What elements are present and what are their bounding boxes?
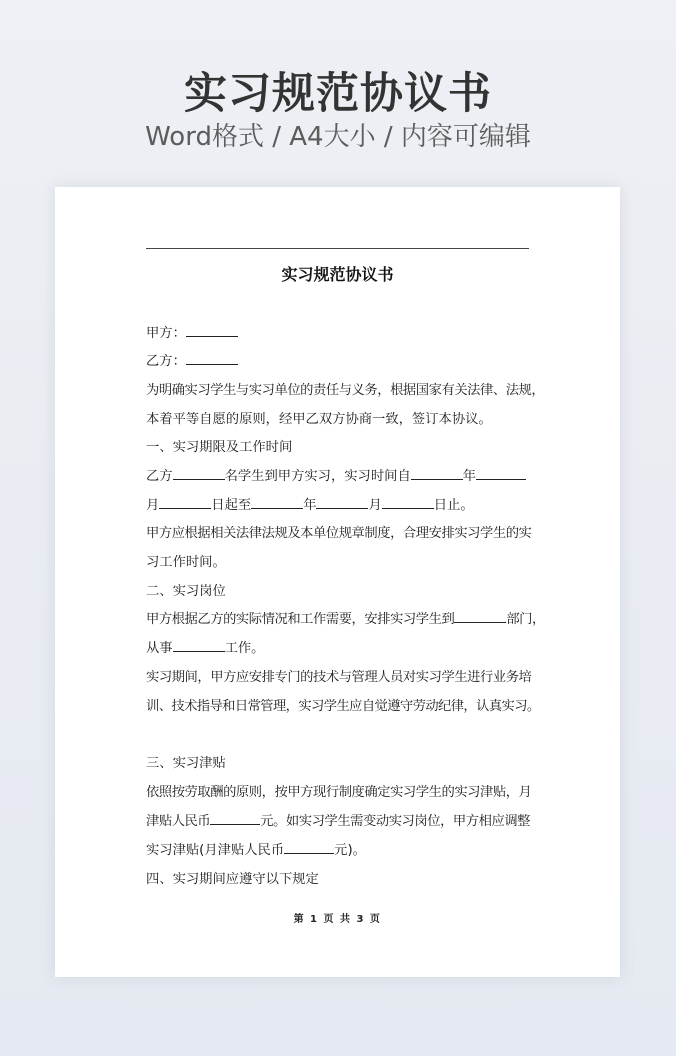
section-1-line-1 (146, 467, 536, 487)
section-1-line-4: 习工作时间。 (146, 555, 226, 570)
banner-subtitle: Word格式 / A4大小 / 内容可编辑 (145, 122, 531, 152)
text-fragment: 甲方根据乙方的实际情况和工作需要，安排实习学生到 (146, 612, 455, 627)
intro-line-2: 本着平等自愿的原则，经甲乙双方协商一致，签订本协议。 (146, 412, 492, 427)
student-count-blank[interactable] (173, 467, 225, 480)
text-fragment: 名学生到甲方实习，实习时间自 (224, 469, 411, 484)
party-b-label: 乙方： (146, 354, 186, 369)
adjusted-allowance-blank[interactable] (284, 841, 334, 854)
department-blank[interactable] (454, 610, 506, 623)
work-type-blank[interactable] (173, 639, 225, 652)
end-month-blank[interactable] (316, 496, 368, 509)
start-month-blank[interactable] (476, 467, 526, 480)
end-day-blank[interactable] (382, 496, 434, 509)
text-fragment: 元)。 (334, 843, 366, 858)
text-fragment: 月 (368, 498, 382, 513)
section-4-heading: 四、实习期间应遵守以下规定 (146, 872, 319, 887)
start-day-blank[interactable] (159, 496, 211, 509)
section-3-heading: 三、实习津贴 (146, 756, 226, 771)
document-title: 实习规范协议书 (281, 265, 394, 284)
text-fragment: 日止。 (433, 498, 474, 513)
text-fragment: 年 (462, 469, 477, 484)
party-a-blank[interactable] (186, 324, 238, 337)
party-b-blank[interactable] (186, 352, 238, 365)
text-fragment: 工作。 (224, 641, 265, 656)
text-fragment: 实习津贴(月津贴人民币 (146, 843, 285, 858)
section-1-line-2 (146, 496, 536, 516)
section-2-line-2 (146, 639, 536, 659)
end-year-blank[interactable] (251, 496, 303, 509)
text-fragment: 日起至 (211, 498, 252, 513)
header-rule (146, 248, 529, 249)
section-1-line-3: 甲方应根据相关法律法规及本单位规章制度，合理安排实习学生的实 (146, 526, 532, 541)
party-a-line (146, 324, 536, 344)
text-fragment: 年 (303, 498, 317, 513)
text-fragment: 月 (146, 498, 160, 513)
text-fragment: 乙方 (146, 469, 173, 484)
start-year-blank[interactable] (411, 467, 463, 480)
text-fragment: 元。如实习学生需变动实习岗位，甲方相应调整 (260, 814, 531, 829)
text-fragment: 津贴人民币 (146, 814, 211, 829)
intro-line-1: 为明确实习学生与实习单位的责任与义务，根据国家有关法律、法规， (146, 383, 545, 398)
text-fragment: 部门， (506, 612, 545, 627)
section-3-line-2 (146, 812, 536, 832)
party-b-line (146, 352, 536, 372)
allowance-blank[interactable] (210, 812, 260, 825)
party-a-label: 甲方： (146, 326, 186, 341)
section-3-line-1: 依照按劳取酬的原则，按甲方现行制度确定实习学生的实习津贴，月 (146, 785, 532, 800)
section-2-heading: 二、实习岗位 (146, 584, 226, 599)
document-page (55, 187, 620, 977)
section-3-line-3 (146, 841, 536, 861)
banner-title: 实习规范协议书 (184, 69, 492, 119)
text-fragment: 从事 (146, 641, 173, 656)
page-number: 第 1 页 共 3 页 (293, 914, 382, 925)
section-2-line-4: 训、技术指导和日常管理，实习学生应自觉遵守劳动纪律，认真实习。 (146, 699, 540, 714)
section-2-line-1 (146, 610, 545, 630)
section-2-line-3: 实习期间，甲方应安排专门的技术与管理人员对实习学生进行业务培 (146, 670, 532, 685)
section-1-heading: 一、实习期限及工作时间 (146, 440, 293, 455)
